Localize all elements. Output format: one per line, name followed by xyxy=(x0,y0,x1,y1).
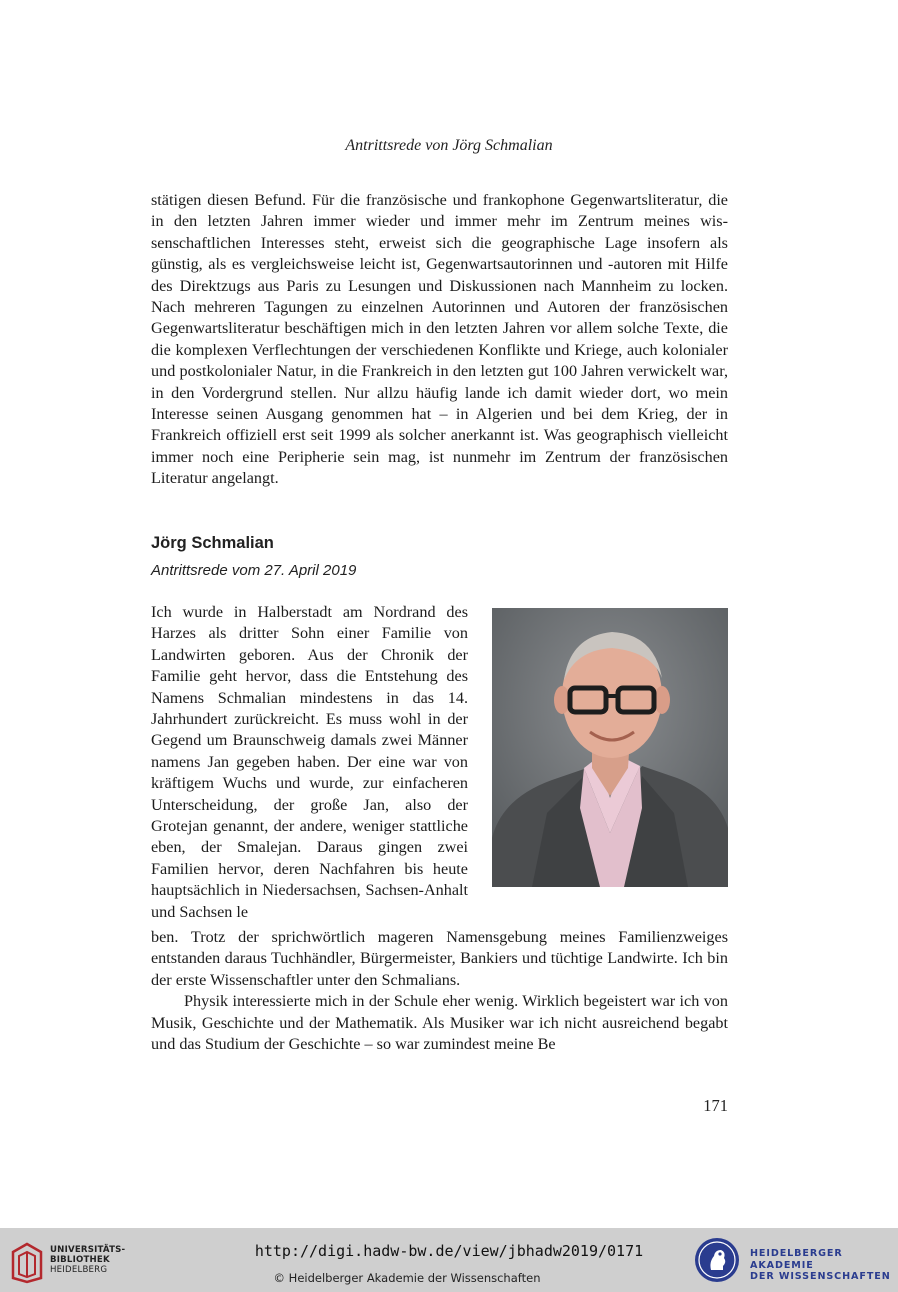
academy-line-2: DER WISSENSCHAFTEN xyxy=(750,1271,891,1282)
bio-continued xyxy=(151,927,728,1055)
bio-paragraph-2: Physik interessierte mich in der Schule eher wenig. Wirklich begeistert war ich von Musik, Geschichte und der Mathematik. Als Musiker war ich nicht ausreichend begabt und das Studium der Geschichte – so war zumindest meine Be xyxy=(151,992,728,1054)
library-line-2: BIBLIOTHEK xyxy=(50,1255,110,1265)
library-line-1: UNIVERSITÄTS- xyxy=(50,1245,126,1255)
bio-continued-text: ben. Trotz der sprichwörtlich mageren Namensgebung meines Familienzweiges entstanden daraus Tuchhändler, Bürgermeister, Bankiers und tüchtige Landwirte. Ich bin der erste Wissenschaftler unter den Schmalians. xyxy=(151,928,728,989)
document-url-link[interactable]: http://digi.hadw-bw.de/view/jbhadw2019/0171 xyxy=(254,1242,644,1260)
academy-name xyxy=(750,1248,898,1283)
academy-line-1: HEIDELBERGER AKADEMIE xyxy=(750,1248,843,1271)
portrait-photo xyxy=(492,608,728,887)
page-number: 171 xyxy=(703,1096,728,1115)
section-subtitle: Antrittsrede vom 27. April 2019 xyxy=(151,562,357,579)
bio-wrapped-text: Ich wurde in Halberstadt am Nordrand des Harzes als dritter Sohn einer Familie von Landwirten geboren. Aus der Chronik der Familie geht hervor, dass die Entstehung des Namens Schmalian mindestens in das 14. Jahrhundert zurückreicht. Es muss wohl in der Gegend um Braunschweig damals zwei Männer namens Jan gegeben haben. Der eine war von kräftigem Wuchs und wurde, zur einfacheren Unterscheidung, der große Jan, also der Grotejan genannt, der andere, weniger stattliche eben, der Smalejan. Daraus gingen zwei Familien hervor, deren Nachfahren bis heute hauptsächlich in Niedersachsen, Sachsen-Anhalt und Sachsen le xyxy=(151,603,468,921)
copyright-notice: © Heidelberger Akademie der Wissenschaften xyxy=(273,1271,541,1285)
portrait-illustration xyxy=(492,608,728,887)
academy-seal-icon[interactable] xyxy=(693,1236,741,1284)
paragraph-text: stätigen diesen Befund. Für die französische und frankophone Gegenwartsliteratur, die in den letzten Jahren immer wieder und immer mehr im Zentrum meines wissenschaftlichen Interesses steht, erweist sich die geographische Lage insofern als günstig, als es vergleichsweise leicht ist, Gegenwartsautorinnen und -autoren mit Hilfe des Direktzugs aus Paris zu Lesungen und Diskussionen nach Mannheim zu locken. Nach mehreren Tagungen zu einzelnen Autorinnen und Autoren der französischen Gegenwartsliteratur beschäftigen mich in den letzten Jahren vor allem solche Texte, die die komplexen Verflechtungen der verschiedenen Konflikte und Kriege, auch kolonialer und postkolonialer Natur, in die Frankreich in den letzten gut 100 Jahren verwickelt war, in den Vordergrund stellen. Nur allzu häufig lande ich damit wieder dort, wo mein Interesse seinen Ausgang genommen hat – in Algerien und bei dem Krieg, der in Frankreich offiziell erst seit 1999 als solcher anerkannt ist. Was geographisch vielleicht immer noch eine Peripherie sein mag, ist nunmehr im Zentrum der französischen Literatur angelangt. xyxy=(151,191,728,488)
footer-bar xyxy=(0,1228,898,1292)
library-line-3: HEIDELBERG xyxy=(50,1265,108,1275)
section-title: Jörg Schmalian xyxy=(151,534,274,552)
running-head: Antrittsrede von Jörg Schmalian xyxy=(345,137,553,154)
